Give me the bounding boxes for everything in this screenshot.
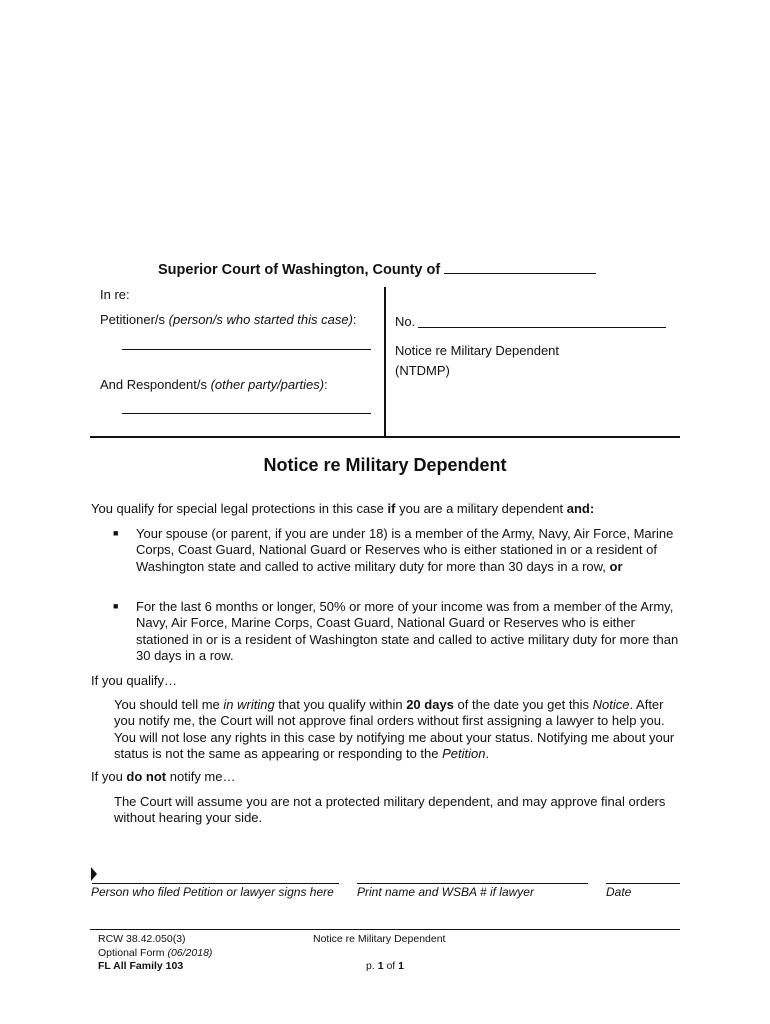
petitioner-label [100,312,357,327]
document-title: Notice re Military Dependent [263,455,507,475]
footer-rule [90,929,680,930]
bullet-item [136,599,684,664]
qualify-text-4: . After you notify me, the Court will not approve final orders without first assigning a lawyer to help you. You will not lose any rights in this case by notifying me about your status. Notifying me about your status is not the same as appearing or responding to the [114,697,675,761]
page-of: of [383,960,399,972]
bullet-square-icon: ■ [113,601,119,611]
respondent-hint: (other party/parties) [210,377,325,392]
footer-rcw: RCW 38.42.050(3) [98,933,186,945]
case-number-line[interactable] [418,327,666,328]
notice-text: Notice [592,697,630,712]
in-writing-text: in writing [223,697,275,712]
signer-signature-line[interactable] [92,883,339,884]
qualify-text-2: that you qualify within [274,697,407,712]
optional-form-text: Optional Form [98,946,165,959]
footer-left [98,933,212,974]
county-blank[interactable] [444,261,596,274]
qualify-text-1: You should tell me [114,697,224,712]
case-number-label: No. [395,314,416,329]
page-prefix: p. [366,960,378,972]
form-version: (06/2018) [167,946,213,959]
if-not-notify-paragraph: The Court will assume you are not a protected military dependent, and may approve final orders without hearing your side. [114,794,666,826]
not-notify-h1: If you [91,769,127,784]
caption-form-name: Notice re Military Dependent [395,343,560,358]
bullet-text: Your spouse (or parent, if you are under 18) is a member of the Army, Navy, Air Force, Marine Corps, Coast Guard, National Guard or Reserves who is either stationed in or a resident of Washington state and called to active military duty for more than 30 days in a row, [136,526,674,574]
page-total: 1 [398,960,404,972]
petitioner-text: Petitioner/s [100,312,166,327]
respondent-text: And Respondent/s [100,377,207,392]
not-notify-h2: notify me… [166,769,236,784]
bullet-item [136,526,684,575]
if-qualify-heading: If you qualify… [91,673,177,688]
respondent-colon: : [324,377,328,392]
if-qualify-paragraph [114,697,684,762]
footer-page-number [366,960,404,974]
petition-text: Petition [442,745,486,761]
caption-form-code: (NTDMP) [395,363,450,378]
twenty-days-text: 20 days [406,697,454,712]
respondent-label [100,377,328,392]
page-num: 1 [377,960,384,972]
caption-vertical-divider [384,287,386,437]
footer-center-title: Notice re Military Dependent [313,933,446,945]
petitioner-colon: : [352,312,357,327]
signature-arrow-icon [90,866,98,882]
qualify-text-5: . [485,745,490,761]
intro-if: if [387,501,396,516]
bullet-suffix: or [609,558,623,574]
qualify-text-3: of the date you get this [453,697,593,712]
court-name: Superior Court of Washington, County of [158,262,441,278]
signer-label: Person who filed Petition or lawyer signs here [91,885,334,899]
court-heading [158,261,596,278]
bullet-text: For the last 6 months or longer, 50% or more of your income was from a member of the Army, Navy, Air Force, Marine Corps, Coast Guard, National Guard or Reserves who is either stationed in or is a resident of Washington state and called to active military duty for more than 30 days in a row. [136,599,679,663]
petitioner-name-line[interactable] [122,349,371,350]
intro-paragraph [91,501,594,517]
in-re-label: In re: [100,287,130,302]
caption-bottom-rule [90,436,680,438]
print-name-line[interactable] [357,883,588,884]
intro-part1: You qualify for special legal protections in this case [91,501,388,516]
bullet-square-icon: ■ [113,528,119,538]
print-name-label: Print name and WSBA # if lawyer [357,885,534,899]
footer-optional-form [98,947,212,961]
if-not-notify-heading [91,769,236,785]
date-label: Date [606,885,632,899]
do-not-text: do not [126,769,167,784]
date-line[interactable] [606,883,680,884]
intro-and: and: [566,501,595,516]
intro-part2: you are a military dependent [395,501,567,516]
footer-form-id: FL All Family 103 [98,960,184,972]
respondent-name-line[interactable] [122,413,371,414]
petitioner-hint: (person/s who started this case) [168,312,353,327]
